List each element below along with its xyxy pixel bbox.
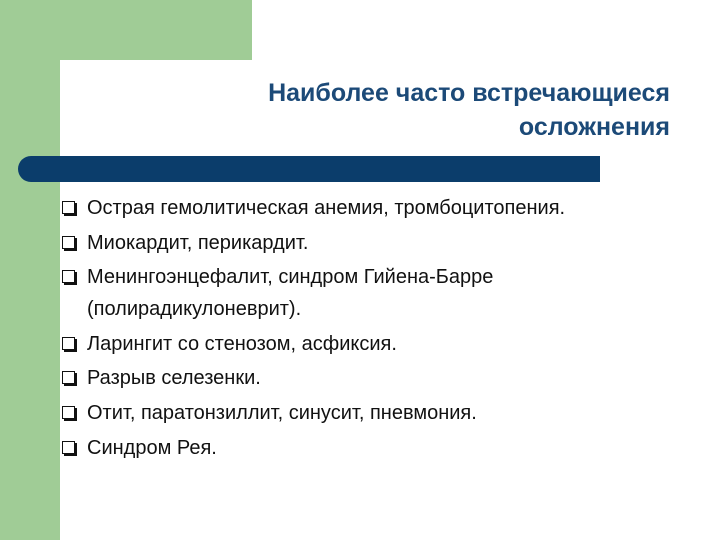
slide-title xyxy=(150,76,670,144)
title-line-2: осложнения xyxy=(518,113,670,141)
list-item-text: Миокардит, перикардит. xyxy=(87,231,309,254)
checkbox-square-icon xyxy=(62,201,75,214)
list-item-text: Синдром Рея. xyxy=(87,436,217,459)
left-decor-bar xyxy=(0,0,60,540)
complications-list xyxy=(62,192,712,466)
list-item-text: Острая гемолитическая анемия, тромбоцитопения. xyxy=(87,197,566,219)
list-item xyxy=(62,261,712,325)
title-divider xyxy=(18,156,600,182)
checkbox-square-icon xyxy=(62,270,75,283)
list-item xyxy=(62,397,712,429)
list-item-text: Ларингит со стенозом, асфиксия. xyxy=(87,332,397,355)
checkbox-square-icon xyxy=(62,441,75,454)
list-item-text: Менингоэнцефалит, синдром Гийена-Барре (полирадикулоневрит). xyxy=(87,266,494,321)
list-item xyxy=(62,362,712,394)
list-item xyxy=(62,192,712,224)
list-item-text: Разрыв селезенки. xyxy=(87,367,261,390)
checkbox-square-icon xyxy=(62,337,75,350)
top-decor-bar xyxy=(0,0,252,60)
title-line-1: Наиболее часто встречающиеся xyxy=(268,79,670,107)
list-item xyxy=(62,432,712,464)
list-item xyxy=(62,227,712,259)
list-item xyxy=(62,328,712,360)
checkbox-square-icon xyxy=(62,236,75,249)
content-corner xyxy=(60,60,120,120)
list-item-text: Отит, паратонзиллит, синусит, пневмония. xyxy=(87,401,477,424)
checkbox-square-icon xyxy=(62,406,75,419)
checkbox-square-icon xyxy=(62,371,75,384)
